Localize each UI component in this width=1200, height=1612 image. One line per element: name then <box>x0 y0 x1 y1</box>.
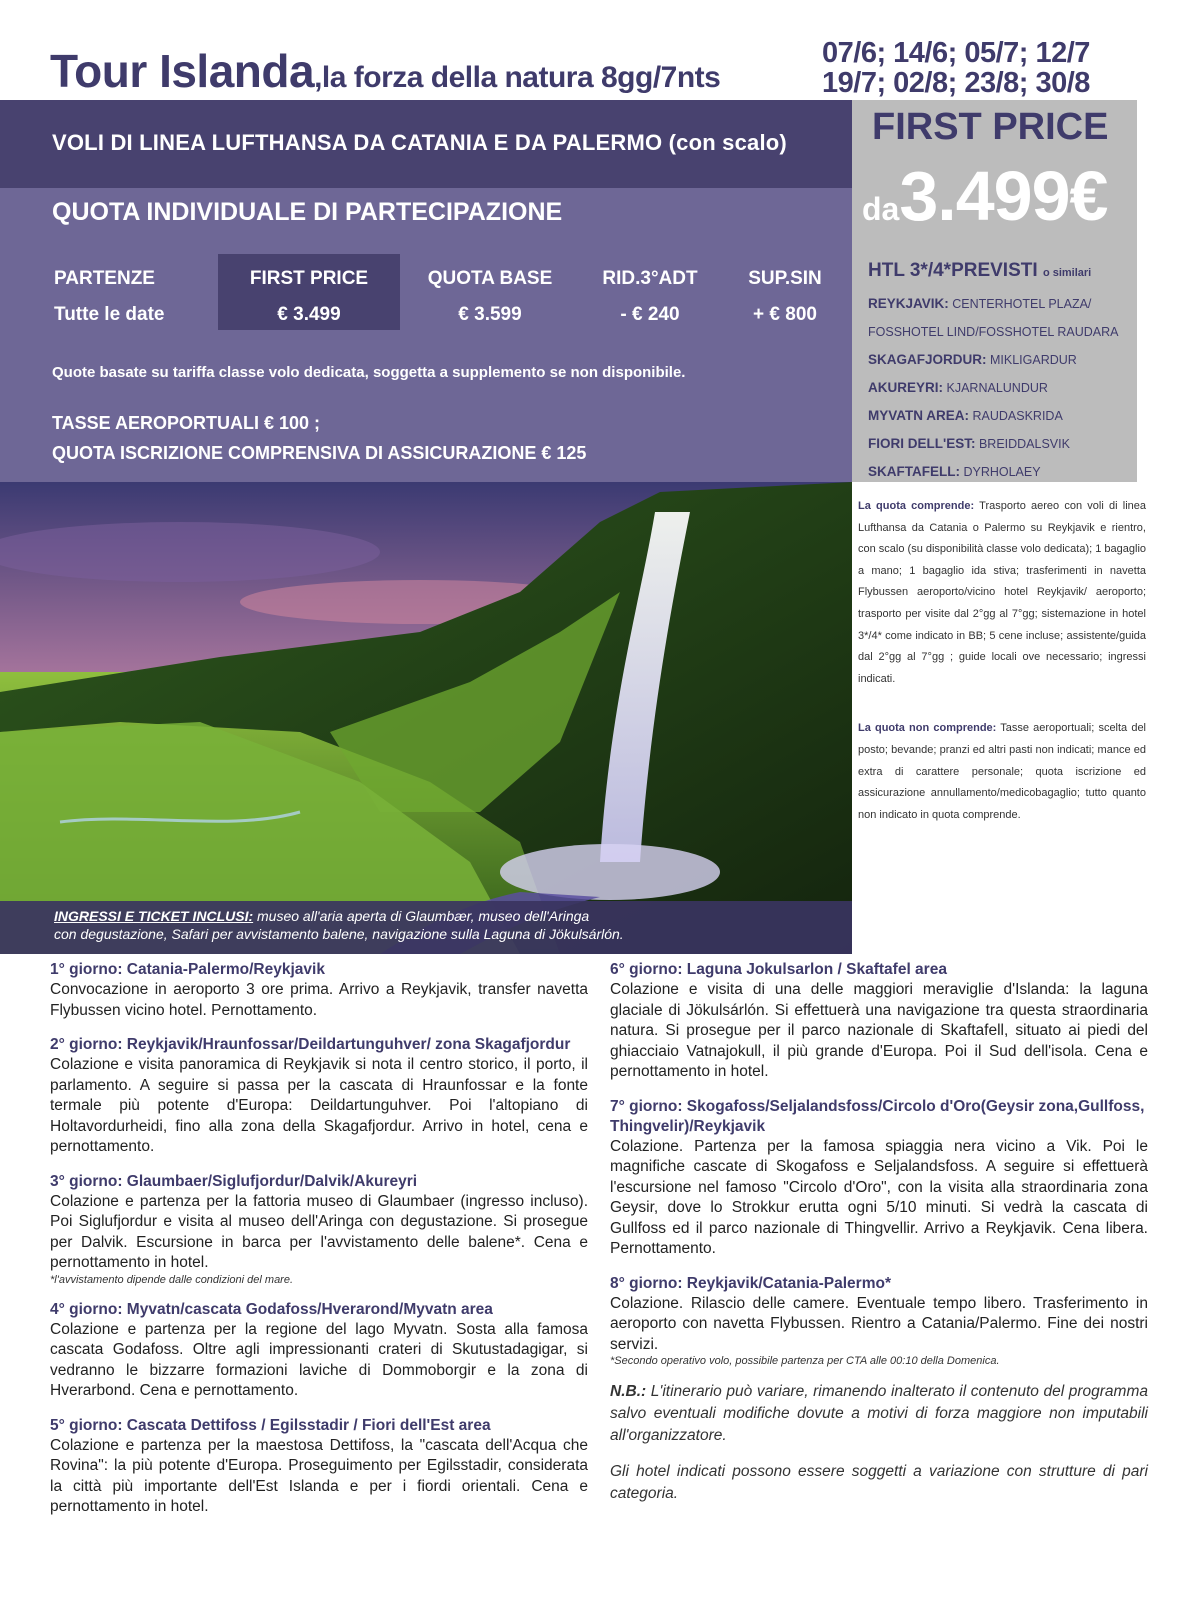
airport-taxes: TASSE AEROPORTUALI € 100 ; <box>52 413 321 433</box>
hotels-title-main: HTL 3*/4*PREVISTI <box>868 260 1038 281</box>
dates-line-2: 19/7; 02/8; 23/8; 30/8 <box>822 67 1090 99</box>
hotel-name: FOSSHOTEL LIND/FOSSHOTEL RAUDARA <box>868 325 1119 339</box>
list-item <box>868 402 1136 430</box>
value-quota-base: € 3.599 <box>458 304 522 325</box>
dates-line-1: 07/6; 14/6; 05/7; 12/7 <box>822 37 1090 69</box>
header-partenze: PARTENZE <box>54 268 155 289</box>
hotel-place: SKAGAFJORDUR: <box>868 352 987 367</box>
day-footnote: *l'avvistamento dipende dalle condizioni del mare. <box>50 1273 294 1286</box>
hotel-place: FIORI DELL'EST: <box>868 436 976 451</box>
nb-text: L'itinerario può variare, rimanendo inalterato il contenuto del programma salvo eventuali modifiche dovute a motivi di forza maggiore non imputabili all'organizzatore. <box>610 1383 1148 1444</box>
day-title: 3° giorno: Glaumbaer/Siglufjordur/Dalvik/Akureyri <box>50 1172 418 1190</box>
quota-title: QUOTA INDIVIDUALE DI PARTECIPAZIONE <box>52 198 563 226</box>
list-item <box>868 458 1136 486</box>
hotel-name: MIKLIGARDUR <box>990 353 1077 367</box>
header-sup-sin: SUP.SIN <box>748 268 822 289</box>
day-3 <box>50 1172 588 1286</box>
hotel-name: KJARNALUNDUR <box>946 381 1048 395</box>
hotels-title <box>868 260 1091 282</box>
day-8 <box>610 1274 1148 1368</box>
day-text: Colazione e partenza per la regione del lago Myvatn. Sosta alla famosa cascata Godafoss. Oltre agli impressionanti crateri di Skutustadagigar, si vedranno le bizzarre formazioni laviche di Dommoborgir e la zona di Hverarbond. Cena e pernottamento. <box>50 1320 588 1399</box>
waterfall-landscape-image <box>0 482 852 954</box>
nb-note <box>610 1381 1148 1447</box>
comprende-text: Trasporto aereo con voli di linea Lufthansa da Catania o Palermo su Reykjavik e rientro, con scalo (su disponibilità classe volo dedicata); 1 bagaglio a mano; 1 bagaglio ida stiva; trasferimenti in navetta Flybussen aeroporto/vicino hotel Reykjavik/ aeroporto; trasporto per visite dal 2°gg al 7°gg; sistemazione in hotel 3*/4* come indicato in BB; 5 cene incluse; assistente/guida dal 2°gg al 7°gg ; guide locali ove necessario; ingressi indicati. <box>858 500 1147 685</box>
hotels-title-small: o similari <box>1042 267 1092 279</box>
value-rid-3-adt: - € 240 <box>620 304 680 325</box>
day-title: 8° giorno: Reykjavik/Catania-Palermo* <box>610 1274 891 1292</box>
list-item <box>868 346 1136 374</box>
price-sidebar <box>852 100 1137 482</box>
quota-comprende <box>858 496 1146 690</box>
flights-band <box>0 100 852 188</box>
day-title: 2° giorno: Reykjavik/Hraunfossar/Deildartunguhver/ zona Skagafjordur <box>50 1036 571 1053</box>
day-text: Colazione e visita di una delle maggiori meraviglie d'Islanda: la laguna glaciale di Jökulsárlón. Si effettuerà una navigazione tra questa straordinaria natura. Si prosegue per il parco nazionale di Skaftafell, situato ai piedi del ghiacciaio Vatnajokull, il più grande d'Europa. Poi il Sud dell'isola. Cena e pernottamento in hotel. <box>610 981 1148 1080</box>
day-2 <box>50 1035 588 1158</box>
first-price-amount <box>862 156 1107 236</box>
quota-band <box>0 188 852 482</box>
day-text: Convocazione in aeroporto 3 ore prima. Arrivo a Reykjavik, transfer navetta Flybussen vicino hotel. Pernottamento. <box>50 981 588 1019</box>
hotel-name: RAUDASKRIDA <box>972 409 1063 423</box>
quota-details <box>858 496 1146 826</box>
value-first-price: € 3.499 <box>277 304 341 325</box>
list-item <box>868 290 1136 318</box>
day-title: 4° giorno: Myvatn/cascata Godafoss/Hverarond/Myvatn area <box>50 1300 493 1318</box>
day-title: 7° giorno: Skogafoss/Seljalandsfoss/Circolo d'Oro(Geysir zona,Gullfoss, Thingvelir)/Reykjavik <box>610 1097 1145 1135</box>
registration-fee: QUOTA ISCRIZIONE COMPRENSIVA DI ASSICURAZIONE € 125 <box>52 443 587 463</box>
hotel-name: CENTERHOTEL PLAZA/ <box>952 297 1092 311</box>
value-sup-sin: + € 800 <box>753 304 817 325</box>
day-text: Colazione e visita panoramica di Reykjavik si nota il centro storico, il porto, il parlamento. A seguire si passa per la cascata di Hraunfossar e la fonte termale più potente d'Europa: Deildartunguhver. Poi l'altopiano di Holtavordurheidi, fino alla zona della Skagafjordur. Arrivo in hotel, cena e pernottamento. <box>50 1056 588 1155</box>
departure-dates <box>822 38 1090 98</box>
hotel-place: SKAFTAFELL: <box>868 464 960 479</box>
quota-note: Quote basate su tariffa classe volo dedicata, soggetta a supplemento se non disponibile. <box>52 364 686 381</box>
header-rid-3-adt: RID.3°ADT <box>602 268 698 289</box>
hotel-place: MYVATN AREA: <box>868 408 969 423</box>
header-first-price: FIRST PRICE <box>249 268 369 289</box>
list-item <box>868 374 1136 402</box>
value-partenze: Tutte le date <box>54 304 165 325</box>
hotel-name: BREIDDALSVIK <box>978 437 1070 451</box>
non-comprende-text: Tasse aeroportuali; scelta del posto; bevande; pranzi ed altri pasti non indicati; mance ed extra di carattere personale; quota iscrizione ed assicurazione annullamento/medicobagaglio; tutto quanto non indicato in quota comprende. <box>858 722 1147 821</box>
hotel-place: REYKJAVIK: <box>868 296 949 311</box>
itinerary-right <box>610 960 1148 1519</box>
hotel-name: DYRHOLAEY <box>963 465 1041 479</box>
first-price-label: FIRST PRICE <box>872 106 1109 148</box>
flights-info: VOLI DI LINEA LUFTHANSA DA CATANIA E DA PALERMO (con scalo) <box>52 130 787 155</box>
title-sub: ,la forza della natura 8gg/7nts <box>314 61 721 94</box>
page-title <box>50 44 720 98</box>
included-tickets-caption <box>0 901 852 954</box>
list-item <box>868 430 1136 458</box>
list-item <box>868 318 1136 346</box>
day-text: Colazione e partenza per la maestosa Dettifoss, la "cascata dell'Acqua che Rovina": la più potente d'Europa. Proseguimento per Egilsstadir, considerata la città più importante dell'Est Islanda e per i fiordi orientali. Cena e pernottamento in hotel. <box>50 1436 588 1515</box>
caption-label: INGRESSI E TICKET INCLUSI: <box>54 908 254 924</box>
day-6 <box>610 960 1148 1083</box>
day-footnote: *Secondo operativo volo, possibile partenza per CTA alle 00:10 della Domenica. <box>610 1355 1000 1367</box>
day-1 <box>50 960 588 1021</box>
day-text: Colazione. Partenza per la famosa spiaggia nera vicino a Vik. Poi le magnifiche cascate di Skogafoss e Seljalandsfoss. A seguire si effettuerà l'escursione nel famoso "Circolo d'Oro", con la visita alla straordinaria zona Geysir, dove lo Strokkur erutta ogni 5/10 minuti. Si vedrà la cascata di Gullfoss ed il parco nazionale di Thingvellir. Arrivo a Reykjavik. Cena libera. Pernottamento. <box>610 1137 1148 1257</box>
header-quota-base: QUOTA BASE <box>427 268 553 289</box>
title-main: Tour Islanda <box>50 45 315 97</box>
non-comprende-label: La quota non comprende: <box>858 722 997 735</box>
waterfall-photo <box>0 482 852 954</box>
quota-non-comprende <box>858 718 1146 826</box>
caption-line-2: con degustazione, Safari per avvistamento balene, navigazione sulla Laguna di Jökulsárlón. <box>54 926 624 942</box>
price-prefix: da <box>862 191 900 227</box>
day-title: 1° giorno: Catania-Palermo/Reykjavik <box>50 961 325 978</box>
caption-line-1 <box>54 907 852 925</box>
hotels-list <box>868 290 1136 486</box>
comprende-label: La quota comprende: <box>858 500 975 512</box>
day-title: 5° giorno: Cascata Dettifoss / Egilsstadir / Fiori dell'Est area <box>50 1416 491 1434</box>
day-text: Colazione e partenza per la fattoria museo di Glaumbaer (ingresso incluso). Poi Siglufjordur e visita al museo dell'Aringa con degustazione. Si prosegue per Dalvik. Escursione in barca per l'avvistamento delle balene*. Cena e pernottamento in hotel. <box>50 1192 588 1271</box>
day-title: 6° giorno: Laguna Jokulsarlon / Skaftafel area <box>610 961 947 978</box>
nb-label: N.B.: <box>610 1383 647 1400</box>
price-value: 3.499€ <box>899 157 1108 235</box>
caption-text-1: museo all'aria aperta di Glaumbær, museo dell'Aringa <box>253 908 590 924</box>
day-text: Colazione. Rilascio delle camere. Eventuale tempo libero. Trasferimento in aeroporto con navetta Flybussen. Rientro a Catania/Palermo. Fine dei nostri servizi. <box>610 1294 1148 1353</box>
day-4 <box>50 1300 588 1402</box>
itinerary-left <box>50 960 588 1532</box>
taxes <box>52 408 586 468</box>
day-5 <box>50 1416 588 1518</box>
hotel-place: AKUREYRI: <box>868 380 944 395</box>
hotel-variation-note: Gli hotel indicati possono essere soggetti a variazione con strutture di pari categoria. <box>610 1463 1148 1502</box>
day-7 <box>610 1097 1148 1260</box>
